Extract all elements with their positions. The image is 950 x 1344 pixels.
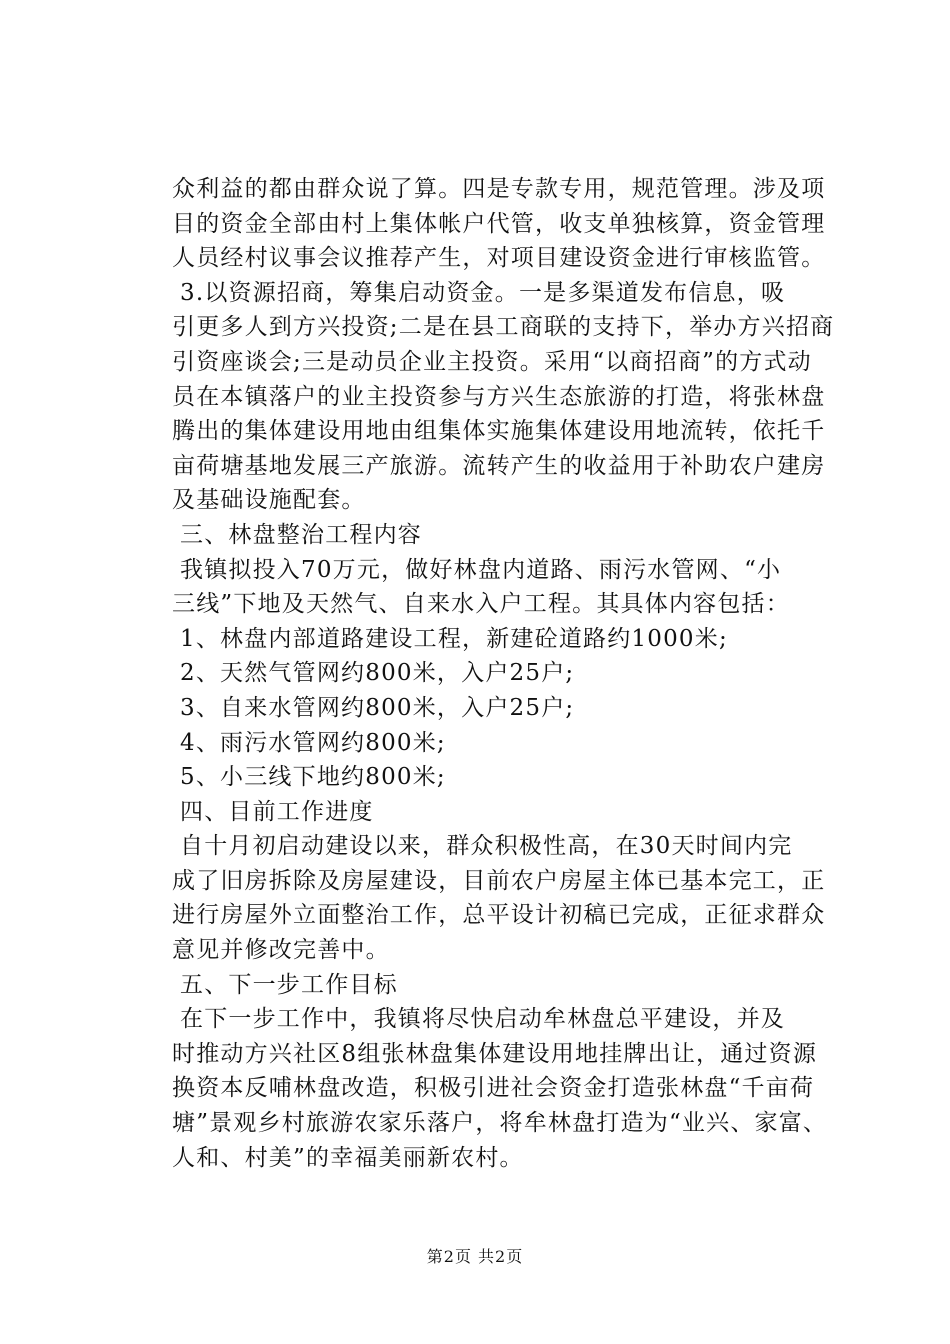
list-item: 5、小三线下地约800米; <box>180 764 446 791</box>
text-line: 人和、村美”的幸福美丽新农村。 <box>172 1144 524 1171</box>
text-line: 三线”下地及天然气、自来水入户工程。其具体内容包括： <box>172 591 790 618</box>
list-item: 4、雨污水管网约800米; <box>180 729 446 756</box>
text-line: 众利益的都由群众说了算。四是专款专用，规范管理。涉及项 <box>172 176 826 202</box>
text-line: 成了旧房拆除及房屋建设，目前农户房屋主体已基本完工，正 <box>172 867 826 894</box>
text-line: 意见并修改完善中。 <box>172 937 390 964</box>
text-line: 目的资金全部由村上集体帐户代管，收支单独核算，资金管理 <box>172 210 826 237</box>
text-line: 引更多人到方兴投资;二是在县工商联的支持下，举办方兴招商 <box>172 314 835 341</box>
text-line: 换资本反哺林盘改造，积极引进社会资金打造张林盘“千亩荷 <box>172 1075 815 1102</box>
list-item: 1、林盘内部道路建设工程，新建砼道路约1000米; <box>180 625 728 652</box>
document-body <box>172 172 852 1175</box>
text-line: 人员经村议事会议推荐产生，对项目建设资金进行审核监管。 <box>172 245 826 272</box>
page-number-footer: 第2页 共2页 <box>426 1247 524 1266</box>
text-line: 塘”景观乡村旅游农家乐落户，将牟林盘打造为“业兴、家富、 <box>172 1110 828 1137</box>
list-item: 3、自来水管网约800米，入户25户; <box>180 694 575 721</box>
text-line: 及基础设施配套。 <box>172 487 366 514</box>
list-item: 2、天然气管网约800米，入户25户; <box>180 660 575 687</box>
text-line: 亩荷塘基地发展三产旅游。流转产生的收益用于补助农户建房 <box>172 452 826 479</box>
section-heading: 四、目前工作进度 <box>180 798 374 825</box>
text-line: 腾出的集体建设用地由组集体实施集体建设用地流转，依托千 <box>172 418 826 445</box>
text-line: 在下一步工作中，我镇将尽快启动牟林盘总平建设，并及 <box>180 1006 785 1033</box>
text-line: 我镇拟投入70万元，做好林盘内道路、雨污水管网、“小 <box>180 556 782 583</box>
text-line: 时推动方兴社区8组张林盘集体建设用地挂牌出让，通过资源 <box>172 1040 818 1067</box>
text-line: 引资座谈会;三是动员企业主投资。采用“以商招商”的方式动 <box>172 348 812 375</box>
text-line: 自十月初启动建设以来，群众积极性高，在30天时间内完 <box>180 833 793 860</box>
text-line: 进行房屋外立面整治工作，总平设计初稿已完成，正征求群众 <box>172 902 826 929</box>
section-heading: 三、林盘整治工程内容 <box>180 521 422 548</box>
section-heading: 五、下一步工作目标 <box>180 971 398 998</box>
text-line: 员在本镇落户的业主投资参与方兴生态旅游的打造，将张林盘 <box>172 383 826 410</box>
text-line: 3.以资源招商，筹集启动资金。一是多渠道发布信息，吸 <box>180 279 786 306</box>
